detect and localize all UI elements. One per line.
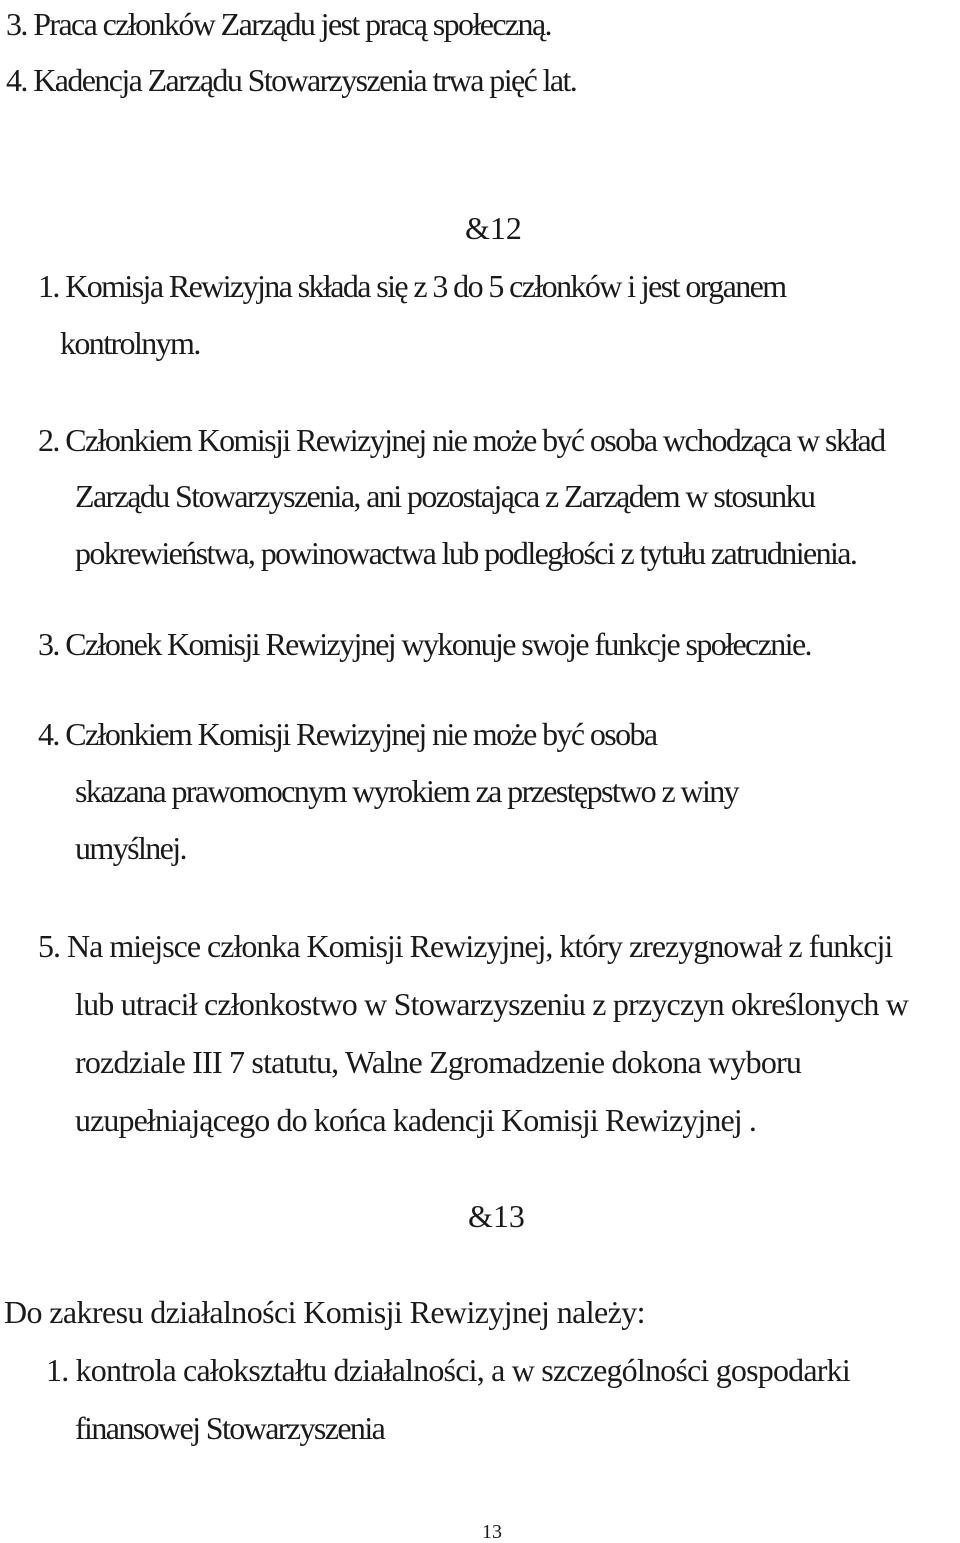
komisja-item-2-line-3: pokrewieństwa, powinowactwa lub podległości z tytułu zatrudnienia. [75,535,857,571]
komisja-item-2-line-1: 2. Członkiem Komisji Rewizyjnej nie może być osoba wchodząca w skład [38,422,885,458]
section-13-item-1-line-1: 1. kontrola całokształtu działalności, a w szczególności gospodarki [46,1352,850,1388]
komisja-item-2-line-2: Zarządu Stowarzyszenia, ani pozostająca z Zarządem w stosunku [75,478,815,514]
komisja-item-3: 3. Członek Komisji Rewizyjnej wykonuje swoje funkcje społecznie. [38,626,811,662]
komisja-item-5-line-1: 5. Na miejsce członka Komisji Rewizyjnej, który zrezygnował z funkcji [38,928,893,964]
section-13-heading: &13 [468,1198,525,1234]
komisja-item-1-line-2: kontrolnym. [60,325,200,361]
zarzad-item-4: 4. Kadencja Zarządu Stowarzyszenia trwa pięć lat. [6,62,577,98]
section-12-heading: &12 [465,210,522,246]
komisja-item-4-line-1: 4. Członkiem Komisji Rewizyjnej nie może być osoba [38,716,657,752]
komisja-item-5-line-4: uzupełniającego do końca kadencji Komisji Rewizyjnej . [75,1102,756,1138]
komisja-item-4-line-3: umyślnej. [75,830,186,866]
zarzad-item-3: 3. Praca członków Zarządu jest pracą społeczną. [6,6,551,42]
section-13-intro: Do zakresu działalności Komisji Rewizyjnej należy: [4,1294,645,1330]
komisja-item-4-line-2: skazana prawomocnym wyrokiem za przestępstwo z winy [75,773,739,809]
komisja-item-5-line-3: rozdziale III 7 statutu, Walne Zgromadzenie dokona wyboru [75,1044,802,1080]
page-number: 13 [482,1521,502,1543]
komisja-item-1-line-1: 1. Komisja Rewizyjna składa się z 3 do 5 członków i jest organem [38,268,786,304]
komisja-item-5-line-2: lub utracił członkostwo w Stowarzyszeniu z przyczyn określonych w [75,986,909,1022]
section-13-item-1-line-2: finansowej Stowarzyszenia [75,1410,385,1446]
